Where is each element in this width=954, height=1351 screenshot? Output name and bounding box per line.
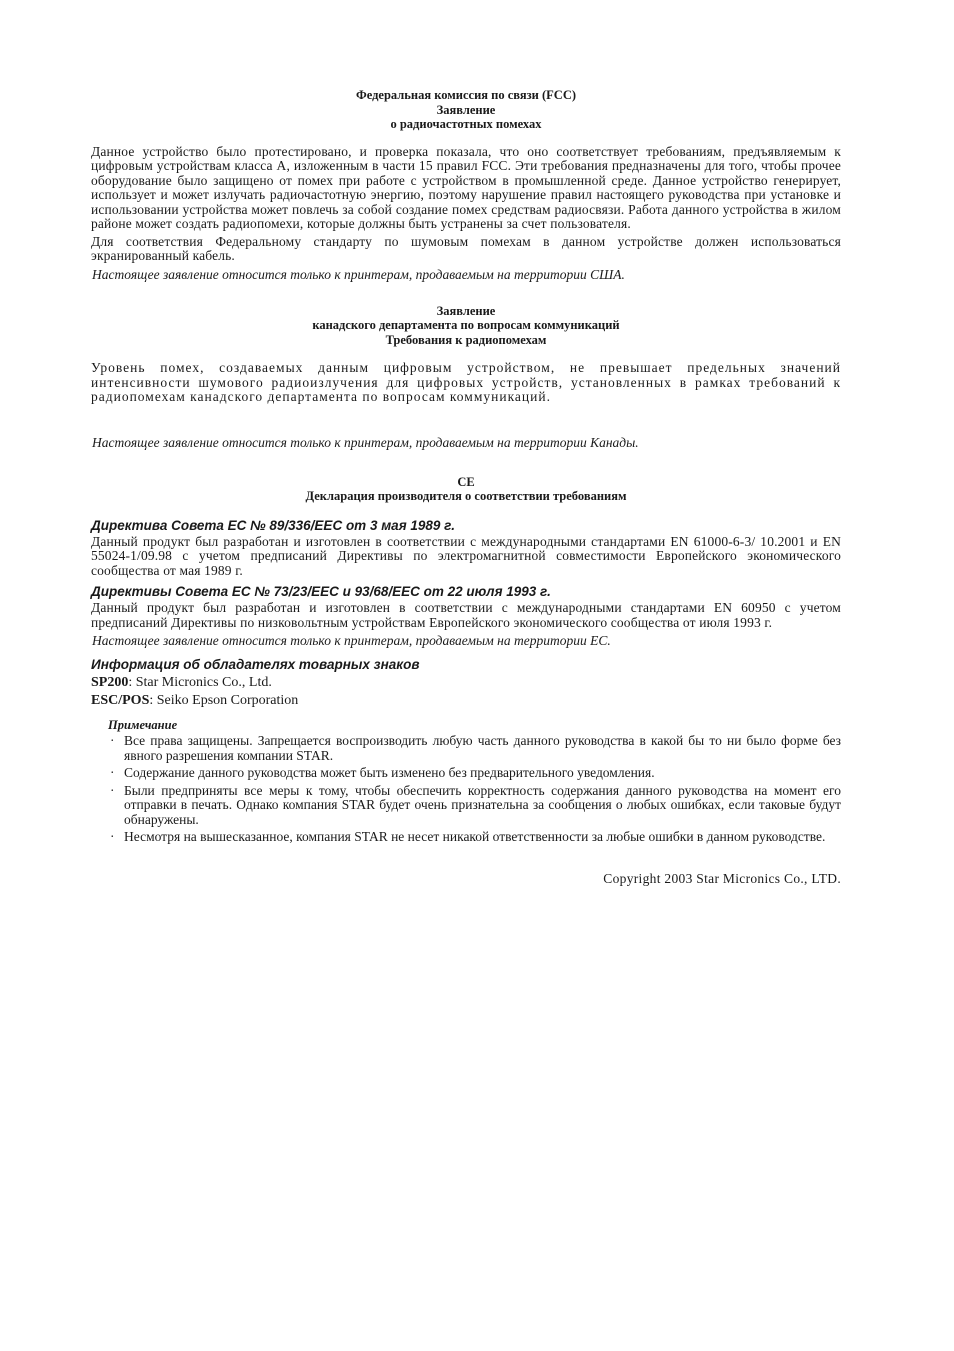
copyright-notice: Copyright 2003 Star Micronics Co., LTD. — [603, 870, 841, 886]
canada-heading-line-3: Требования к радиопомехам — [385, 332, 547, 347]
directive-2-title: Директивы Совета ЕС № 73/23/EEC и 93/68/EEC от 22 июля 1993 г. — [91, 584, 551, 599]
ce-note: Настоящее заявление относится только к принтерам, продаваемым на территории ЕС. — [92, 633, 611, 648]
note-item — [108, 830, 841, 845]
notes-block — [108, 718, 841, 845]
fcc-note: Настоящее заявление относится только к принтерам, продаваемым на территории США. — [92, 266, 625, 282]
note-item-text: Были предприняты все меры к тому, чтобы обеспечить корректность содержания данного руководства на момент его отправки в печать. Однако компания STAR будет очень признательна за сообщения о любых ошибках, если таковые будут обнаружены. — [124, 782, 841, 827]
directive-1-body: Данный продукт был разработан и изготовлен в соответствии с международными стандартами EN 61000-6-3/ 10.2001 и EN 55024-1/09.98 с учетом предписаний Директивы по электромагнитной совместимости Европейского экономического сообщества от мая 1989 г. — [91, 533, 841, 578]
trademark-owner: : Star Micronics Co., Ltd. — [128, 675, 272, 690]
canada-heading-line-2: канадского департамента по вопросам коммуникаций — [312, 318, 620, 332]
fcc-heading-line-2: Заявление — [436, 102, 496, 117]
canada-heading-line-1: Заявление — [436, 303, 496, 318]
page-content — [91, 88, 841, 887]
trademarks-title: Информация об обладателях товарных знаков — [91, 657, 420, 672]
trademark-mark: SP200 — [91, 675, 129, 690]
note-item — [108, 766, 841, 781]
fcc-heading-line-1: Федеральная комиссия по связи (FCC) — [355, 88, 577, 102]
bullet-dot-icon: · — [110, 782, 115, 798]
fcc-heading-line-3: о радиочастотных помехах — [390, 117, 542, 131]
note-item-text: Все права защищены. Запрещается воспроизводить любую часть данного руководства в какой бы то ни было форме без явного разрешения компании STAR. — [124, 733, 841, 763]
trademark-line-escpos — [91, 692, 841, 710]
directive-2-body: Данный продукт был разработан и изготовлен в соответствии с международными стандартами EN 60950 с учетом предписаний Директивы по низковольтным устройствам Европейского экономического сообщества от июля 1993 г. — [91, 600, 841, 630]
fcc-heading — [91, 88, 841, 132]
ce-heading-line-2: Декларация производителя о соответствии требованиям — [305, 489, 627, 503]
bullet-dot-icon: · — [110, 765, 115, 780]
fcc-cable-paragraph: Для соответствия Федеральному стандарту по шумовым помехам в данном устройстве должен использоваться экранированный кабель. — [91, 233, 841, 263]
bullet-dot-icon: · — [110, 733, 115, 748]
trademark-line-sp200 — [91, 674, 841, 692]
note-item — [108, 784, 841, 828]
note-item-text: Содержание данного руководства может быть изменено без предварительного уведомления. — [124, 765, 655, 780]
note-item-text: Несмотря на вышесказанное, компания STAR не несет никакой ответственности за любые ошибки в данном руководстве. — [124, 829, 826, 844]
directive-1-title: Директива Совета ЕС № 89/336/EEC от 3 мая 1989 г. — [91, 517, 455, 533]
bullet-dot-icon: · — [110, 829, 115, 844]
canada-note: Настоящее заявление относится только к принтерам, продаваемым на территории Канады. — [92, 434, 639, 450]
canada-body-paragraph: Уровень помех, создаваемых данным цифровым устройством, не превышает предельных значений интенсивности шумового радиоизлучения для цифровых устройств, установленных в рамках требований к радиопомехам канадского департамента по вопросам коммуникаций. — [91, 360, 841, 404]
notes-title: Примечание — [108, 718, 178, 732]
note-item — [108, 734, 841, 763]
trademark-mark: ESC/POS — [91, 693, 150, 708]
canada-heading — [91, 304, 841, 348]
fcc-body-paragraph: Данное устройство было протестировано, и проверка показала, что оно соответствует требованиям, предъявляемым к цифровым устройствам класса А, изложенным в части 15 правил FCC. Эти требования предназначены для того, чтобы прочее оборудование было защищено от помех при работе с устройством в промышленной среде. Данное устройство генерирует, использует и может излучать радиочастотную энергию, поэтому нарушение правил настоящего руководства при установке и использовании устройства может повлечь за собой создание помех средствам радиосвязи. Работа данного устройства в жилом районе может создать радиопомехи, которые должны быть устранены за счет пользователя. — [91, 143, 841, 231]
ce-heading-line-1: CE — [457, 474, 475, 489]
ce-heading — [91, 475, 841, 504]
trademark-owner: : Seiko Epson Corporation — [149, 693, 299, 708]
